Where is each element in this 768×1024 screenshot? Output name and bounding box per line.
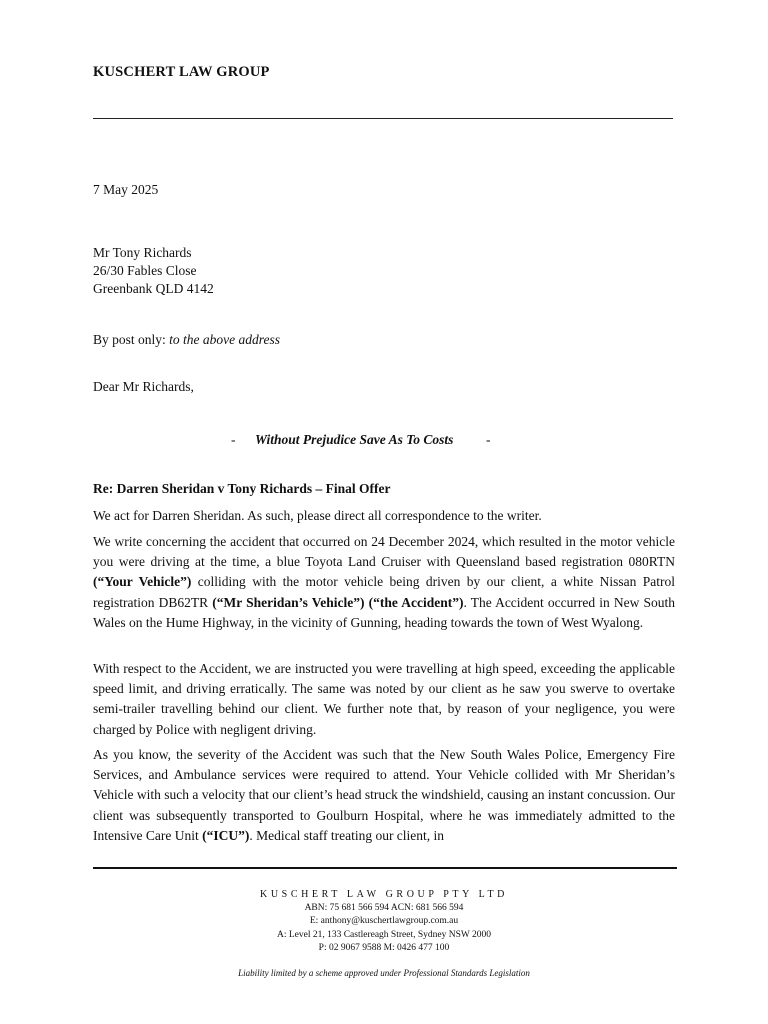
salutation: Dear Mr Richards, xyxy=(93,379,194,394)
footer-company-name: KUSCHERT LAW GROUP PTY LTD xyxy=(260,889,508,900)
defined-term-your-vehicle: (“Your Vehicle”) xyxy=(93,574,192,590)
paragraph-2-text-c: colliding with the motor vehicle being driven by our client, a white Nissan Patrol registration DB62TR xyxy=(93,574,675,610)
subject-line: Re: Darren Sheridan v Tony Richards – Final Offer xyxy=(93,481,391,496)
paragraph-4 xyxy=(93,745,675,845)
privilege-heading: Without Prejudice Save As To Costs xyxy=(255,432,454,447)
privilege-dash-right: - xyxy=(486,432,491,447)
letterhead-firm-name: KUSCHERT LAW GROUP xyxy=(93,64,270,80)
paragraph-3: With respect to the Accident, we are instructed you were travelling at high speed, exceeding the applicable speed limit, and driving erratically. The same was noted by our client as he saw you swerve to overtake semi-trailer travelling behind our client. We further note that, by reason of your negligence, you were charged by Police with negligent driving. xyxy=(93,661,675,737)
letter-date: 7 May 2025 xyxy=(93,182,159,197)
footer-phone: P: 02 9067 9588 M: 0426 477 100 xyxy=(318,943,450,953)
paragraph-2 xyxy=(93,532,675,633)
privilege-dash-left: - xyxy=(231,432,236,447)
delivery-note: to the above address xyxy=(169,332,280,347)
footer-email: E: anthony@kuschertlawgroup.com.au xyxy=(309,916,459,926)
footer-address: A: Level 21, 133 Castlereagh Street, Sydney NSW 2000 xyxy=(276,930,492,940)
recipient-address xyxy=(93,244,214,298)
defined-term-icu: (“ICU”) xyxy=(202,827,250,843)
recipient-street: 26/30 Fables Close xyxy=(93,263,197,278)
footer-abn-acn: ABN: 75 681 566 594 ACN: 681 566 594 xyxy=(304,903,464,913)
footer-rule xyxy=(93,867,677,869)
delivery-method xyxy=(93,331,280,349)
paragraph-4-text-a: As you know, the severity of the Accident was such that the New South Wales Police, Emergency Fire Services, and Ambulance services were required to attend. Your Vehicle collided with Mr Sheridan’s Vehicle with such a velocity that our client’s head struck the windshield, causing an instant concussion. Our client was subsequently transported to Goulburn Hospital, where he was immediately admitted to the Intensive Care Unit xyxy=(93,747,675,843)
letterhead-rule xyxy=(93,118,673,119)
recipient-locality: Greenbank QLD 4142 xyxy=(93,281,214,296)
paragraph-1: We act for Darren Sheridan. As such, please direct all correspondence to the writer. xyxy=(93,508,542,523)
paragraph-4-text-c: . Medical staff treating our client, in xyxy=(249,827,445,843)
paragraph-2-text-e: . The Accident occurred in New South Wales on the Hume Highway, in the vicinity of Gunning, heading towards the town of West Wyalong. xyxy=(93,594,675,630)
delivery-prefix: By post only: xyxy=(93,332,166,347)
footer-liability-notice: Liability limited by a scheme approved under Professional Standards Legislation xyxy=(238,968,530,978)
recipient-name: Mr Tony Richards xyxy=(93,245,192,260)
paragraph-2-text-a: We write concerning the accident that occurred on 24 December 2024, which resulted in the motor vehicle you were driving at the time, a blue Toyota Land Cruiser with Queensland based registration 080RTN xyxy=(93,534,675,570)
defined-term-sheridan-vehicle-accident: (“Mr Sheridan’s Vehicle”) (“the Accident”) xyxy=(212,594,464,610)
